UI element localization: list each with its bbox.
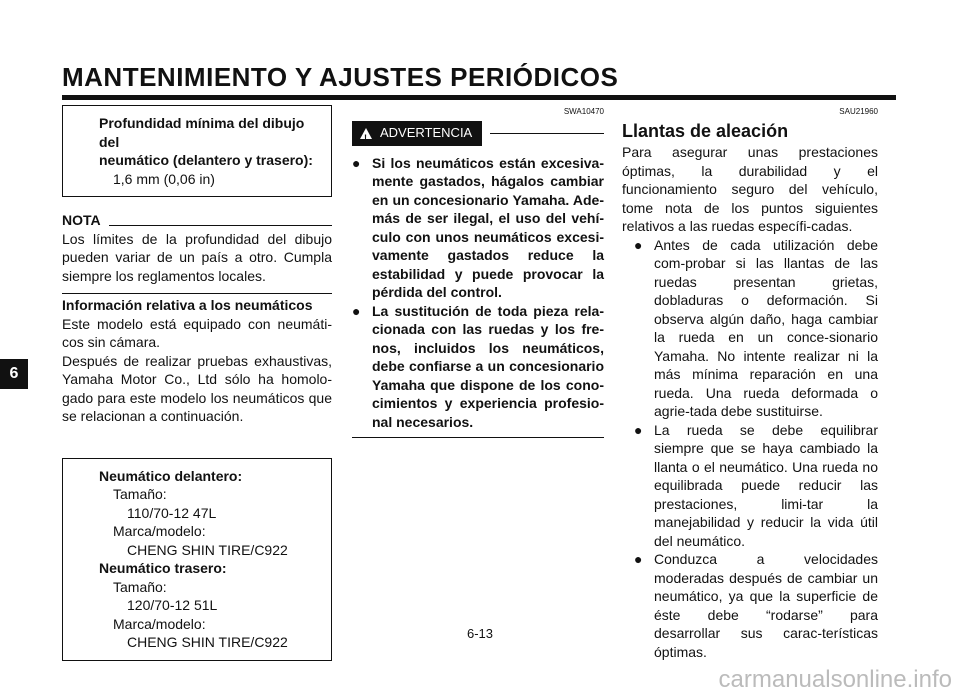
note-heading: NOTA — [62, 212, 101, 228]
wheel-bullet-list — [622, 236, 878, 662]
warning-body — [352, 154, 604, 432]
bullet-icon: ● — [634, 421, 643, 438]
tire-info-paragraph-2: Después de realizar pruebas exhaustivas, Yamaha Motor Co., Ltd sólo ha homolo-gado para este modelo los neumáticos que se relacionan a continuación. — [62, 352, 332, 424]
header-rule — [62, 95, 896, 100]
note-heading-row — [62, 211, 332, 230]
front-size-label: Tamaño: — [113, 486, 167, 502]
column-middle — [352, 105, 604, 440]
note-text: Los límites de la profundidad del dibujo pueden variar de un país a otro. Cumpla siempre los reglamentos locales. — [62, 230, 332, 284]
tread-depth-value: 1,6 mm (0,06 in) — [113, 170, 215, 187]
warning-badge-label: ADVERTENCIA — [380, 125, 473, 140]
tire-info-paragraph-1: Este modelo está equipado con neumáti-cos sin cámara. — [62, 315, 332, 350]
wheel-bullet-text: La rueda se debe equilibrar siempre que se haya cambiado la llanta o el neumático. Una rueda no equilibrada puede reducir las prestaciones, limi-tar la manejabilidad y reducir la vida útil del neumático. — [654, 421, 878, 549]
column-left — [62, 105, 332, 661]
tread-depth-label-1: Profundidad mínima del dibujo del — [99, 115, 305, 150]
warning-bullet — [352, 154, 604, 302]
warning-bullet-text: Si los neumáticos están excesiva-mente gastados, hágalos cambiar en un concesionario Yamaha. Ade-más de ser ilegal, el uso del vehí-culo con unos neumáticos excesi-vamente gastados reduce la estabilidad y puede provocar la pérdida del control. — [372, 154, 604, 300]
warning-rule — [490, 133, 604, 134]
warning-bullet-text: La sustitución de toda pieza rela-cionada con las ruedas y los fre-nos, incluidos los neumáticos, debe confiarse a un concesionario Yamaha que dispone de los cono-cimientos y experiencia profesio-nal necesarios. — [372, 302, 604, 430]
section-divider — [62, 293, 332, 294]
warning-code: SWA10470 — [563, 107, 604, 116]
bullet-icon: ● — [352, 154, 361, 171]
rear-model-label: Marca/modelo: — [113, 615, 206, 632]
tread-depth-label-2: neumático (delantero y trasero): — [99, 152, 313, 168]
rear-size-value: 120/70-12 51L — [127, 597, 218, 613]
wheel-bullet-text: Conduzca a velocidades moderadas después de cambiar un neumático, ya que la superficie de éste debe “rodarse” para desarrollar sus carac-terísticas óptimas. — [654, 551, 878, 660]
front-model-label: Marca/modelo: — [113, 523, 206, 539]
note-rule — [109, 225, 332, 226]
tread-depth-box — [62, 105, 332, 197]
warning-triangle-icon — [360, 128, 372, 139]
wheel-bullet — [634, 236, 878, 421]
warning-bullet — [352, 302, 604, 432]
bullet-icon: ● — [634, 236, 643, 253]
bullet-icon: ● — [352, 302, 361, 319]
watermark: carmanualsonline.info — [718, 666, 952, 693]
wheel-bullet-text: Antes de cada utilización debe com-probar si las llantas de las ruedas presentan grietas, dobladuras o deformación. Si observa algún daño, haga cambiar la rueda en un conce-sionario Yamaha. No intente realizar ni la más mínima reparación en una rueda. Una rueda deformada o agrie-tada debe sustituirse. — [654, 236, 878, 419]
column-right — [622, 105, 878, 661]
wheel-bullet — [634, 421, 878, 551]
front-model-value: CHENG SHIN TIRE/C922 — [127, 541, 288, 558]
rear-model-value: CHENG SHIN TIRE/C922 — [127, 634, 288, 650]
wheel-bullet — [634, 550, 878, 661]
warning-badge — [352, 121, 482, 146]
section-title: Llantas de aleación — [622, 121, 789, 141]
section-intro: Para asegurar unas prestaciones óptimas, la durabilidad y el funcionamiento seguro del vehículo, tome nota de los puntos siguientes relativos a las ruedas específi-cadas. — [622, 144, 878, 234]
warning-end-rule — [352, 437, 604, 438]
warning-header — [352, 121, 604, 146]
front-tire-heading: Neumático delantero: — [99, 467, 243, 484]
page-header-title: MANTENIMIENTO Y AJUSTES PERIÓDICOS — [62, 62, 619, 92]
rear-tire-heading: Neumático trasero: — [99, 560, 227, 576]
section-code: SAU21960 — [839, 107, 878, 116]
chapter-tab: 6 — [0, 359, 28, 389]
front-size-value: 110/70-12 47L — [127, 504, 217, 521]
tire-info-heading: Información relativa a los neumáticos — [62, 297, 313, 313]
page-number: 6-13 — [466, 626, 494, 641]
bullet-icon: ● — [634, 551, 643, 567]
rear-size-label: Tamaño: — [113, 578, 167, 595]
